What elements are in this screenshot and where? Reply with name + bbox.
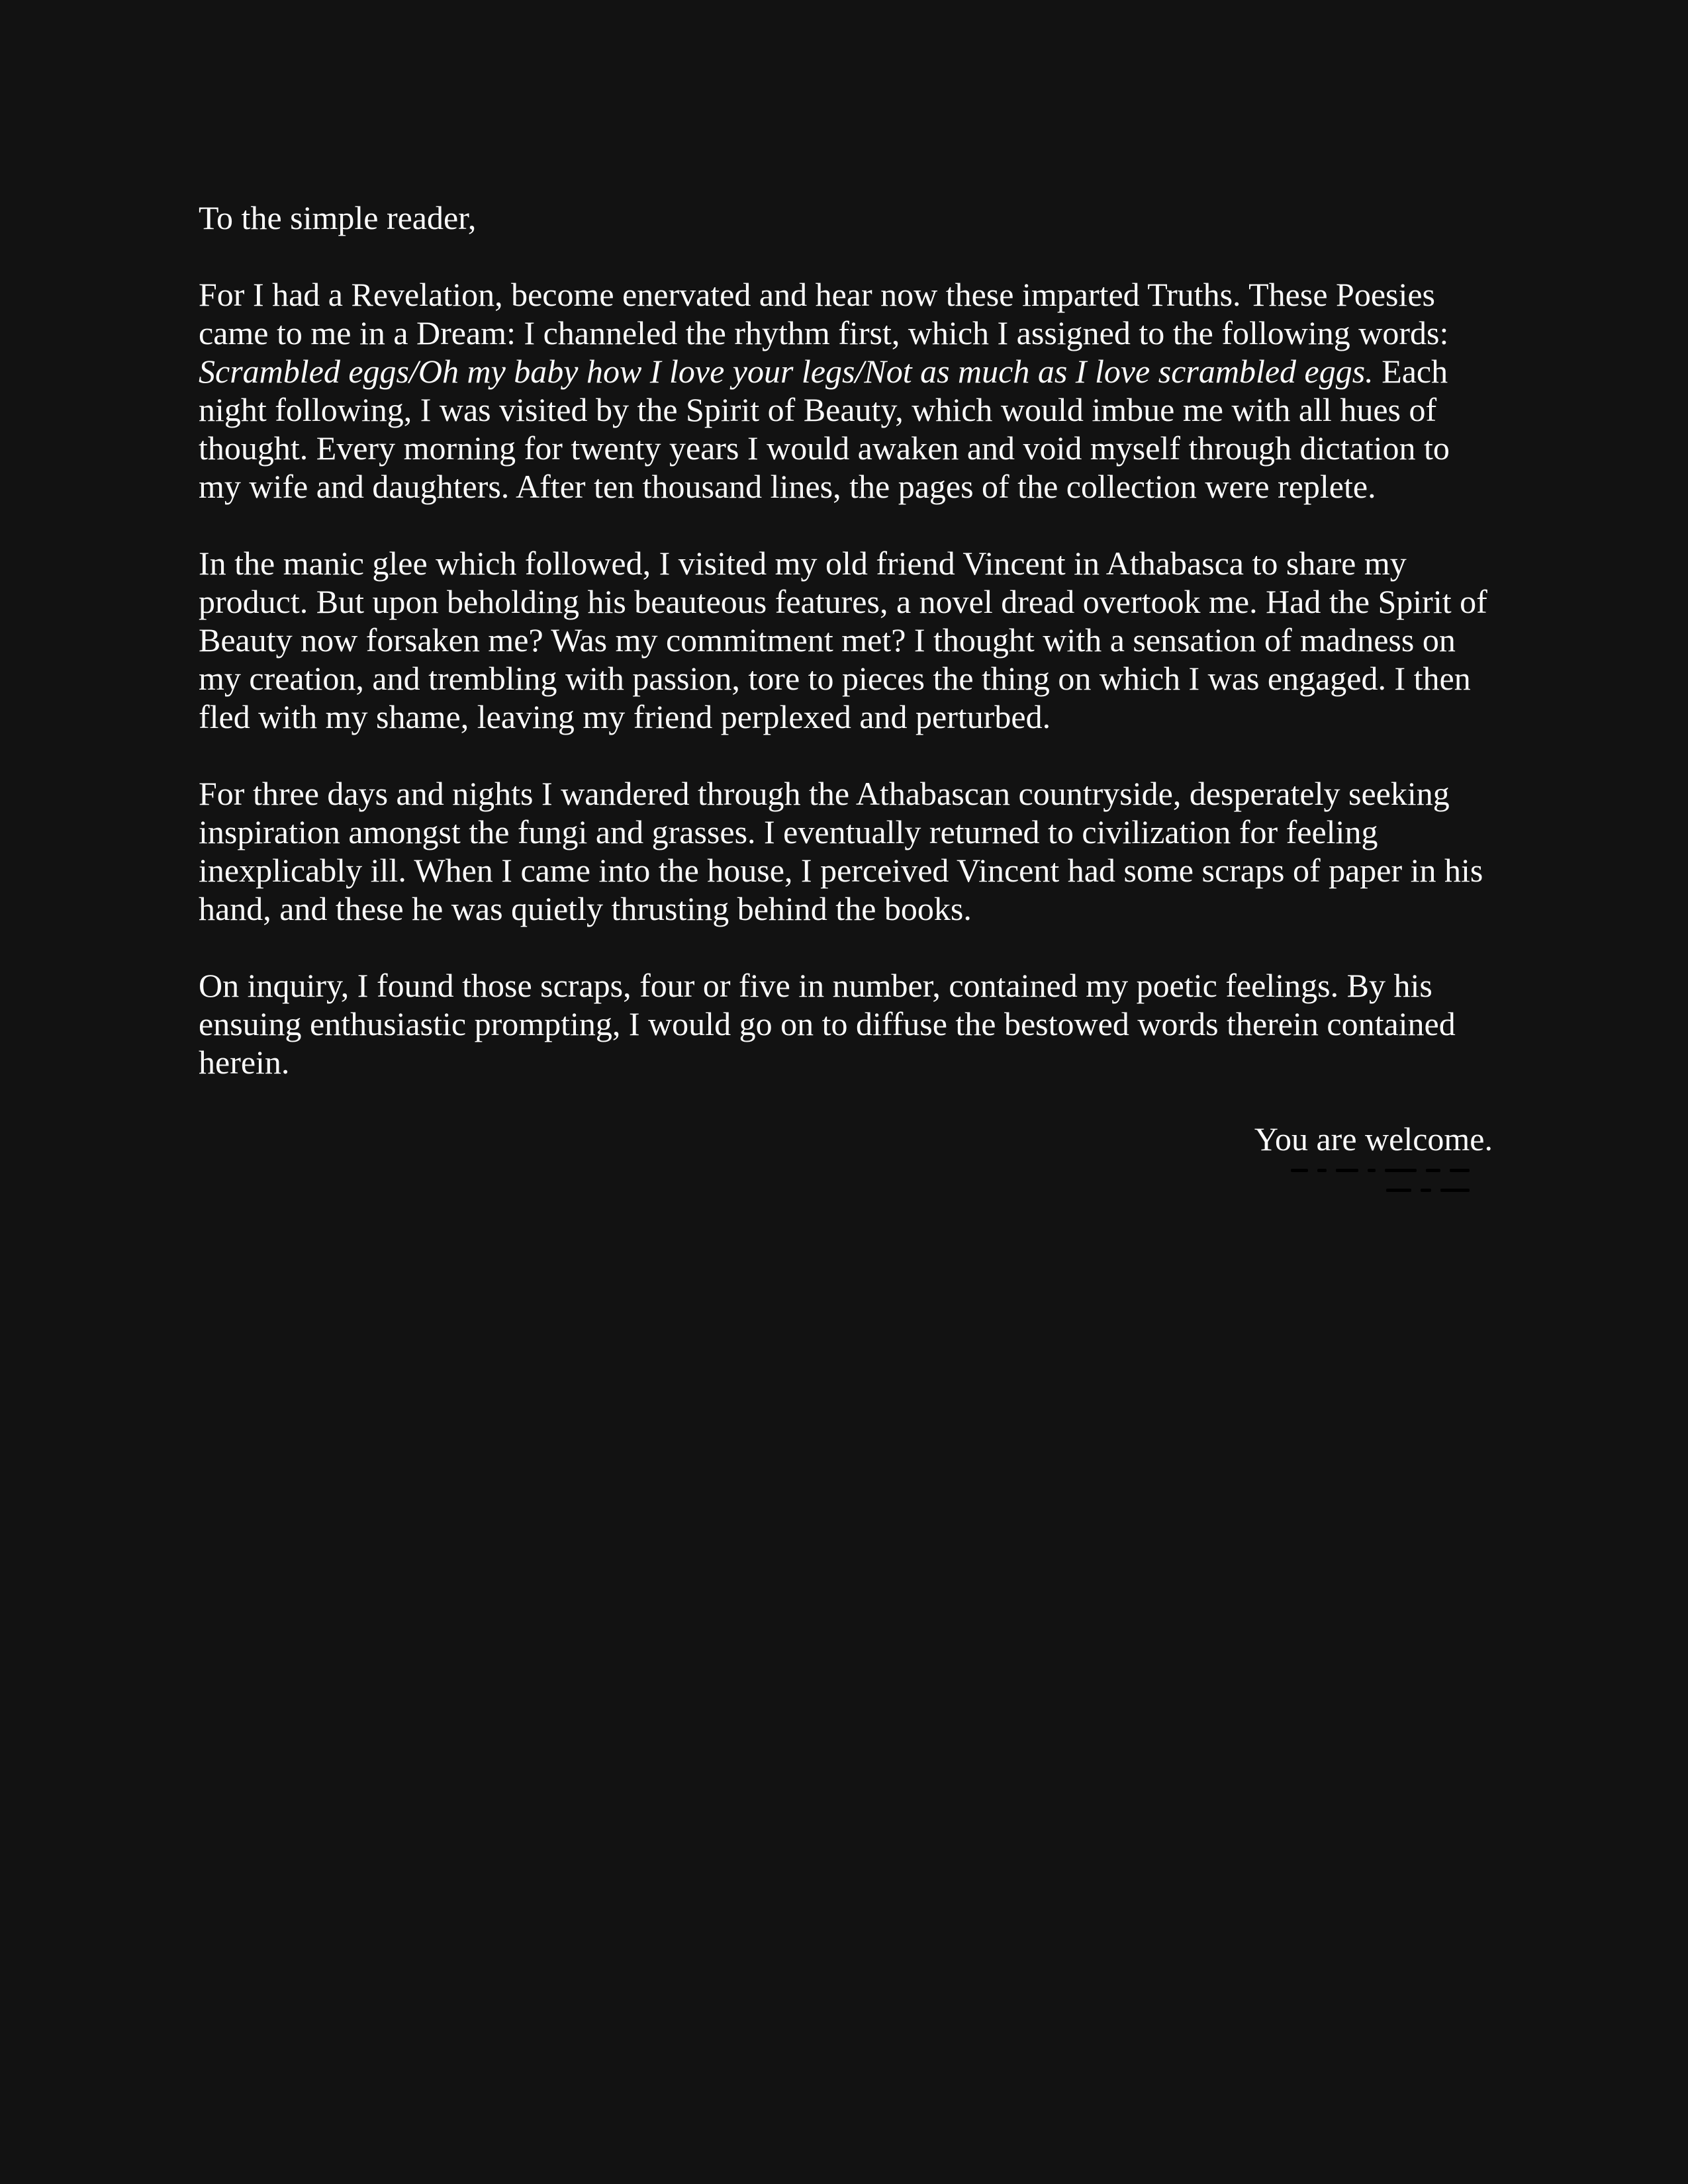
letter-body	[199, 275, 1493, 1081]
text-run: For three days and nights I wandered through the Athabascan countryside, desperately seeking inspiration amongst the fungi and grasses. I eventually returned to civilization for feeling inexplicably ill. When I came into the house, I perceived Vincent had some scraps of paper in his hand, and these he was quietly thrusting behind the books.	[199, 775, 1483, 927]
text-run: In the manic glee which followed, I visited my old friend Vincent in Athabasca to share my product. But upon beholding his beauteous features, a novel dread overtook me. Had the Spirit of Beauty now forsaken me? Was my commitment met? I thought with a sensation of madness on my creation, and trembling with passion, tore to pieces the thing on which I was engaged. I then fled with my shame, leaving my friend perplexed and perturbed.	[199, 545, 1487, 735]
paragraph	[199, 774, 1493, 928]
salutation: To the simple reader,	[199, 199, 477, 236]
text-run: Each night following, I was visited by the Spirit of Beauty, which would imbue me with all hues of thought. Every morning for twenty years I would awaken and void myself through dictation to my wife and daughters. After ten thousand lines, the pages of the collection were replete.	[199, 353, 1450, 505]
paragraph	[199, 275, 1493, 506]
hidden-signature-marks	[199, 1160, 1493, 1219]
hidden-signature-row	[1386, 1189, 1470, 1192]
text-run: For I had a Revelation, become enervated and hear now these imparted Truths. These Poesies came to me in a Dream: I channeled the rhythm first, which I assigned to the following words:	[199, 276, 1449, 351]
paragraph	[199, 966, 1493, 1081]
closing-line: You are welcome.	[1254, 1120, 1493, 1158]
letter-content	[199, 199, 1493, 1219]
text-run: On inquiry, I found those scraps, four or five in number, contained my poetic feelings. By his ensuing enthusiastic prompting, I would go on to diffuse the bestowed words therein contained herein.	[199, 967, 1456, 1081]
italic-run: Scrambled eggs/Oh my baby how I love your legs/Not as much as I love scrambled eggs.	[199, 353, 1374, 390]
paragraph	[199, 544, 1493, 736]
hidden-signature-row	[1291, 1169, 1470, 1172]
